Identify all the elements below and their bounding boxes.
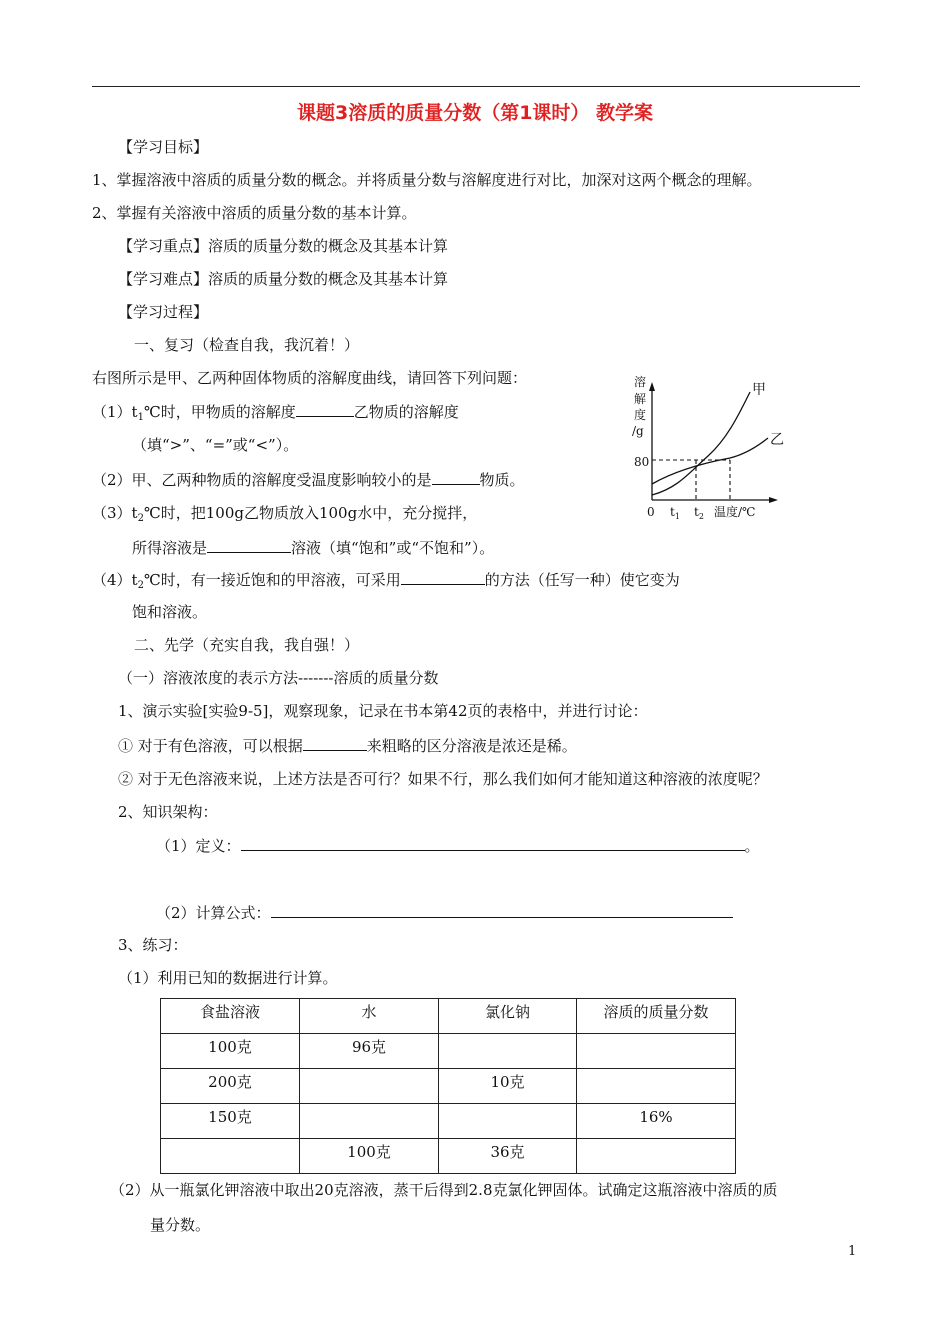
table-cell bbox=[439, 1034, 577, 1069]
table-row bbox=[161, 1104, 736, 1139]
question-3: $(3)t_2℃$时，把100g乙物质放入100g水中，充分搅拌， bbox=[92, 504, 478, 524]
practice-1: （1）利用已知的数据进行计算。 bbox=[118, 969, 338, 987]
y-value-label: 80 bbox=[634, 455, 650, 469]
table-cell: 100克 bbox=[300, 1139, 439, 1174]
table-cell: 200克 bbox=[161, 1069, 300, 1104]
table-cell: 36克 bbox=[439, 1139, 577, 1174]
objective-1: 1、掌握溶液中溶质的质量分数的概念。并将质量分数与溶解度进行对比，加深对这两个概念的理解。 bbox=[92, 171, 762, 189]
question-1-note: （填“>”、“=”或“<”）。 bbox=[132, 436, 299, 454]
table-row bbox=[161, 1139, 736, 1174]
origin-label: 0 bbox=[647, 505, 655, 519]
x-axis-label: 温度/℃ bbox=[714, 505, 756, 519]
table-row bbox=[161, 1069, 736, 1104]
prelearn-heading: 二、先学（充实自我，我自强！） bbox=[134, 636, 360, 654]
curve-a-label: 甲 bbox=[752, 382, 766, 398]
table-cell: 10克 bbox=[439, 1069, 577, 1104]
answer-blank bbox=[207, 537, 291, 553]
framework-heading: 2、知识架构： bbox=[118, 803, 218, 821]
y-axis-arrow bbox=[649, 382, 655, 391]
question-2: （2）甲、乙两种物质的溶解度受温度影响较小的是 物质。 bbox=[92, 471, 525, 489]
practice-2-cont: 量分数。 bbox=[150, 1216, 211, 1234]
objective-2: 2、掌握有关溶液中溶质的质量分数的基本计算。 bbox=[92, 204, 417, 222]
answer-blank bbox=[303, 735, 367, 751]
ylabel-char: 度 bbox=[634, 408, 647, 422]
answer-blank bbox=[296, 401, 354, 417]
key-point: 【学习重点】溶质的质量分数的概念及其基本计算 bbox=[118, 237, 449, 255]
review-heading: 一、复习（检查自我，我沉着！） bbox=[134, 336, 360, 354]
discussion-2: ② 对于无色溶液来说，上述方法是否可行？如果不行，那么我们如何才能知道这种溶液的浓度呢？ bbox=[118, 770, 768, 788]
curve-a bbox=[652, 392, 750, 495]
practice-heading: 3、练习： bbox=[118, 936, 188, 954]
prelearn-sub1: （一）溶液浓度的表示方法-------溶质的质量分数 bbox=[118, 669, 439, 687]
question-3-cont: 所得溶液是 溶液（填“饱和”或“不饱和”）。 bbox=[132, 539, 495, 557]
t2-label: $t_2$ bbox=[694, 505, 704, 521]
answer-blank bbox=[401, 569, 485, 585]
table-cell: 96克 bbox=[300, 1034, 439, 1069]
answer-blank bbox=[241, 835, 745, 851]
page-title: 课题3溶质的质量分数（第1课时） 教学案 bbox=[296, 102, 654, 124]
definition-line: （1）定义： 。 bbox=[156, 837, 760, 855]
answer-blank bbox=[432, 469, 480, 485]
solubility-graph bbox=[628, 372, 788, 522]
ylabel-char: 解 bbox=[634, 392, 647, 406]
table-header: 食盐溶液 bbox=[161, 999, 300, 1034]
table-header: 溶质的质量分数 bbox=[577, 999, 736, 1034]
table-cell bbox=[577, 1139, 736, 1174]
discussion-1: ① 对于有色溶液，可以根据 来粗略的区分溶液是浓还是稀。 bbox=[118, 737, 577, 755]
ylabel-char: /g bbox=[632, 424, 644, 438]
table-cell bbox=[300, 1069, 439, 1104]
answer-blank bbox=[271, 902, 733, 918]
formula-line: （2）计算公式： bbox=[156, 902, 733, 923]
ylabel-char: 溶 bbox=[634, 375, 647, 389]
table-header: 水 bbox=[300, 999, 439, 1034]
table-cell bbox=[439, 1104, 577, 1139]
table-cell bbox=[577, 1034, 736, 1069]
process-heading: 【学习过程】 bbox=[118, 303, 209, 321]
practice-table bbox=[160, 998, 736, 1174]
demo-line: 1、演示实验[实验9-5]，观察现象，记录在书本第42页的表格中，并进行讨论： bbox=[118, 702, 648, 720]
question-4-cont: 饱和溶液。 bbox=[132, 603, 208, 621]
question-4: $(4)t_2℃$时，有一接近饱和的甲溶液，可采用 的方法（任写一种）使它变为 bbox=[92, 571, 680, 591]
objectives-heading: 【学习目标】 bbox=[118, 138, 209, 156]
review-intro: 右图所示是甲、乙两种固体物质的溶解度曲线，请回答下列问题： bbox=[92, 369, 528, 387]
table-cell bbox=[161, 1139, 300, 1174]
table-cell: 150克 bbox=[161, 1104, 300, 1139]
curve-b bbox=[652, 438, 768, 484]
curve-b-label: 乙 bbox=[770, 432, 784, 448]
question-1: $(1)t_1℃$时，甲物质的溶解度 乙物质的溶解度 bbox=[92, 403, 459, 423]
t1-label: $t_1$ bbox=[670, 505, 680, 521]
table-cell bbox=[577, 1069, 736, 1104]
table-row bbox=[161, 1034, 736, 1069]
practice-2: （2）从一瓶氯化钾溶液中取出20克溶液，蒸干后得到2.8克氯化钾固体。试确定这瓶溶液中溶质的质 bbox=[110, 1181, 778, 1199]
table-cell: 16% bbox=[577, 1104, 736, 1139]
table-cell bbox=[300, 1104, 439, 1139]
x-axis-arrow bbox=[769, 497, 778, 503]
page-number: 1 bbox=[848, 1244, 857, 1259]
difficult-point: 【学习难点】溶质的质量分数的概念及其基本计算 bbox=[118, 270, 449, 288]
table-header: 氯化钠 bbox=[439, 999, 577, 1034]
header-rule bbox=[92, 86, 860, 87]
table-header-row bbox=[161, 999, 736, 1034]
table-cell: 100克 bbox=[161, 1034, 300, 1069]
